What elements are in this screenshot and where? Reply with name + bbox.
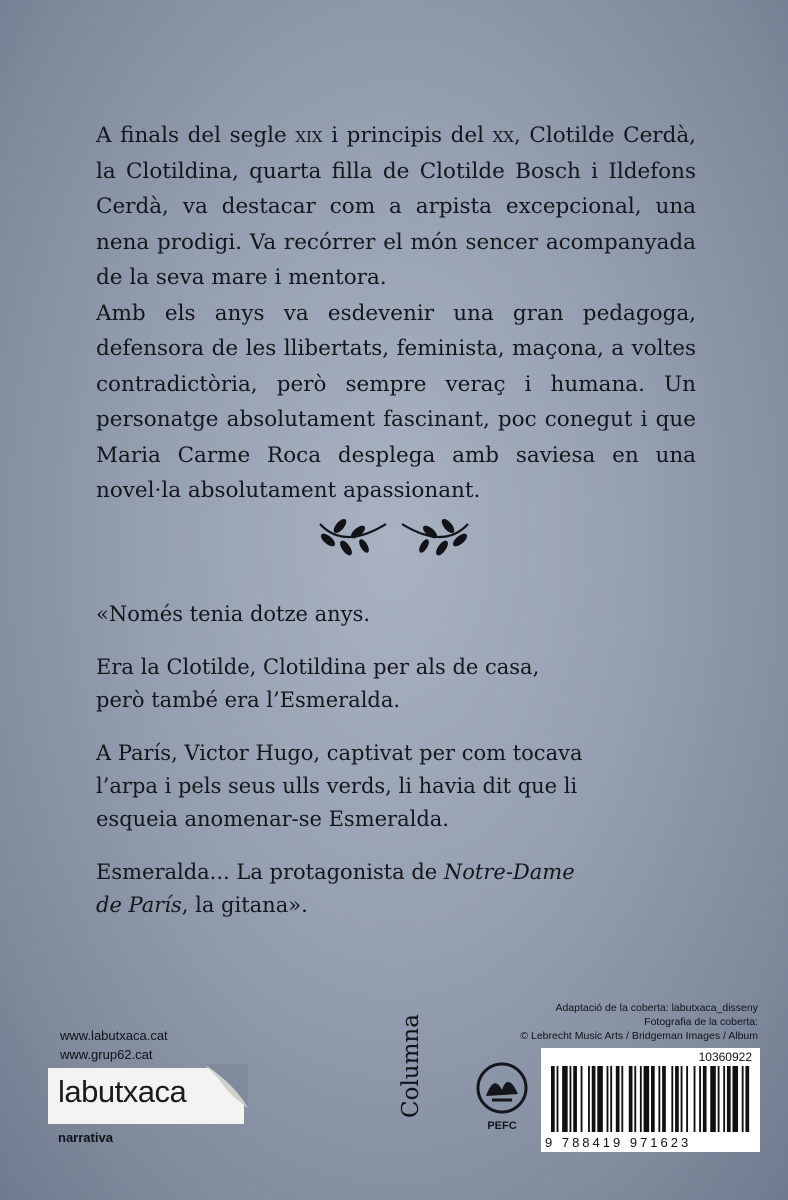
quote-line-1: «Només tenia dotze anys. bbox=[96, 602, 371, 626]
quote-paragraph-2: Era la Clotilde, Clotildina per als de casa, però també era l’Esmeralda. bbox=[96, 655, 540, 712]
page-curl-icon bbox=[204, 1064, 248, 1108]
isbn-barcode bbox=[541, 1048, 760, 1152]
publisher-urls bbox=[60, 1026, 168, 1064]
back-cover-blurb bbox=[96, 118, 696, 509]
blurb-paragraph-1: A finals del segle xix i principis del xx, Clotilde Cerdà, la Clotildina, quarta filla de Clotilde Bosch i Ildefons Cerdà, va destacar com a arpista excepcional, una nena prodigi. Va recórrer el món sencer acompanyada de la seva mare i mentora. bbox=[96, 123, 696, 290]
cover-credits: Adaptació de la coberta: labutxaca_disseny Fotografia de la coberta: © Lebrecht Music Arts / Bridgeman Images / Album bbox=[520, 1002, 758, 1042]
url-grup62[interactable]: www.grup62.cat bbox=[60, 1047, 153, 1062]
book-excerpt-quote bbox=[96, 598, 716, 942]
publisher-logo-text: labutxaca bbox=[58, 1074, 187, 1109]
pefc-label: PEFC bbox=[487, 1120, 517, 1132]
pefc-tree-icon bbox=[472, 1060, 532, 1120]
barcode-icon bbox=[551, 1066, 751, 1132]
publisher-logo bbox=[48, 1068, 244, 1124]
quote-paragraph-4: Esmeralda... La protagonista de Notre-Dame de París, la gitana». bbox=[96, 860, 575, 917]
collection-label: narrativa bbox=[58, 1130, 113, 1145]
product-code: 10360922 bbox=[698, 1050, 752, 1064]
leaf-ornament-icon bbox=[314, 510, 474, 562]
isbn-digits: 9 788419 971623 bbox=[545, 1135, 692, 1150]
pefc-certification bbox=[472, 1060, 532, 1138]
url-labutxaca[interactable]: www.labutxaca.cat bbox=[60, 1028, 168, 1043]
quote-paragraph-3: A París, Victor Hugo, captivat per com tocava l’arpa i pels seus ulls verds, li havia dit que li esqueia anomenar-se Esmeralda. bbox=[96, 741, 583, 831]
blurb-paragraph-2: Amb els anys va esdevenir una gran pedagoga, defensora de les llibertats, feminista, maçona, a voltes contradictòria, però sempre veraç i humana. Un personatge absolutament fascinant, poc conegut i que Maria Carme Roca desplega amb saviesa en una novel·la absolutament apassionant. bbox=[96, 300, 696, 503]
imprint-columna: Columna bbox=[398, 1014, 424, 1118]
